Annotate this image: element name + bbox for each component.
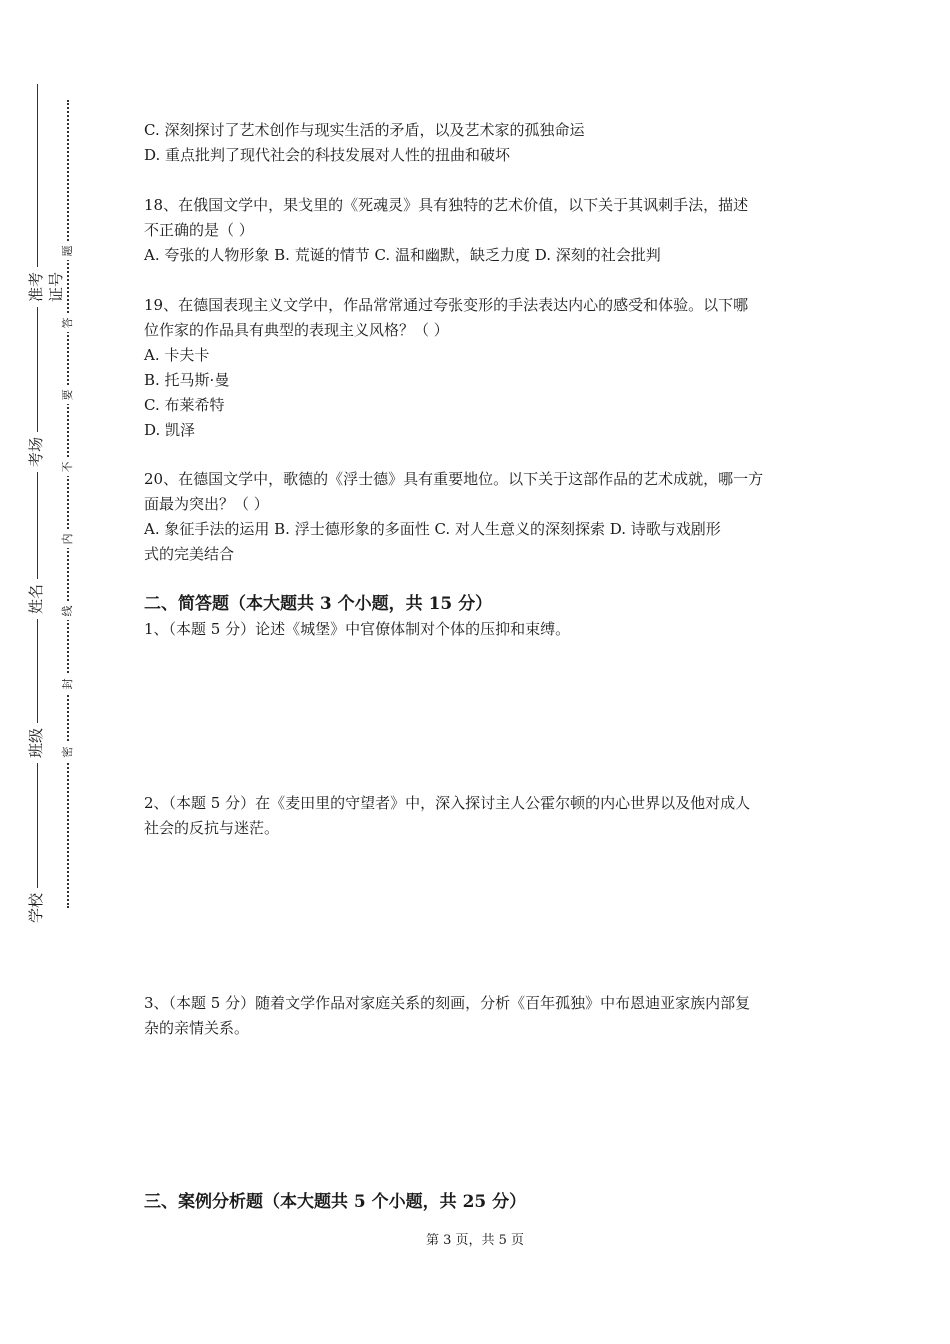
section2-q2-line1: 2、（本题 5 分）在《麦田里的守望者》中，深入探讨主人公霍尔顿的内心世界以及他对成人 <box>144 794 751 812</box>
seal-dotted-line <box>67 100 69 908</box>
q19-stem-line1: 19、在德国表现主义文学中，作品常常通过夸张变形的手法表达内心的感受和体验。以下哪 <box>144 296 749 314</box>
q17-option-c: C. 深刻探讨了艺术创作与现实生活的矛盾，以及艺术家的孤独命运 <box>144 121 585 139</box>
section3-title: 三、案例分析题（本大题共 5 个小题，共 25 分） <box>144 1192 527 1212</box>
section2-q3-line2: 杂的亲情关系。 <box>144 1019 250 1037</box>
binding-solid-line <box>37 84 38 922</box>
seal-char-nei: 内 <box>61 530 75 548</box>
page-footer: 第 3 页，共 5 页 <box>425 1233 525 1248</box>
q19-option-d: D. 凯泽 <box>144 421 196 439</box>
q20-stem-line2: 面最为突出？（ ） <box>144 495 269 513</box>
q19-stem-line2: 位作家的作品具有典型的表现主义风格？（ ） <box>144 321 449 339</box>
section2-q1: 1、（本题 5 分）论述《城堡》中官僚体制对个体的压抑和束缚。 <box>144 620 571 638</box>
q17-option-d: D. 重点批判了现代社会的科技发展对人性的扭曲和破坏 <box>144 146 511 164</box>
seal-char-yao: 要 <box>61 386 75 404</box>
q20-options-line2: 式的完美结合 <box>144 545 235 563</box>
q18-stem-line2: 不正确的是（ ） <box>144 221 254 239</box>
q20-stem-line1: 20、在德国文学中，歌德的《浮士德》具有重要地位。以下关于这部作品的艺术成就，哪一方 <box>144 470 764 488</box>
seal-char-ti: 题 <box>61 242 75 260</box>
q18-options: A. 夸张的人物形象 B. 荒诞的情节 C. 温和幽默，缺乏力度 D. 深刻的社会批判 <box>144 246 661 264</box>
seal-char-da: 答 <box>61 314 75 332</box>
q20-options-line1: A. 象征手法的运用 B. 浮士德形象的多面性 C. 对人生意义的深刻探索 D. 诗歌与戏剧形 <box>144 520 721 538</box>
field-name: 姓名 <box>26 579 46 619</box>
field-exam-number: 准考证号 <box>26 267 46 307</box>
field-exam-room: 考场 <box>26 432 46 472</box>
field-school: 学校 <box>26 888 46 928</box>
q19-option-b: B. 托马斯·曼 <box>144 371 230 389</box>
q19-option-a: A. 卡夫卡 <box>144 346 210 364</box>
section2-title: 二、简答题（本大题共 3 个小题，共 15 分） <box>144 594 493 614</box>
q18-stem-line1: 18、在俄国文学中，果戈里的《死魂灵》具有独特的艺术价值，以下关于其讽刺手法，描述 <box>144 196 749 214</box>
section2-q3-line1: 3、（本题 5 分）随着文学作品对家庭关系的刻画，分析《百年孤独》中布恩迪亚家族内部复 <box>144 994 751 1012</box>
field-class: 班级 <box>26 723 46 763</box>
seal-char-xian: 线 <box>61 602 75 620</box>
seal-char-bu: 不 <box>61 458 75 476</box>
seal-char-mi: 密 <box>61 743 75 761</box>
seal-char-feng: 封 <box>61 675 75 693</box>
binding-margin <box>0 0 110 1344</box>
section2-q2-line2: 社会的反抗与迷茫。 <box>144 819 280 837</box>
q19-option-c: C. 布莱希特 <box>144 396 225 414</box>
